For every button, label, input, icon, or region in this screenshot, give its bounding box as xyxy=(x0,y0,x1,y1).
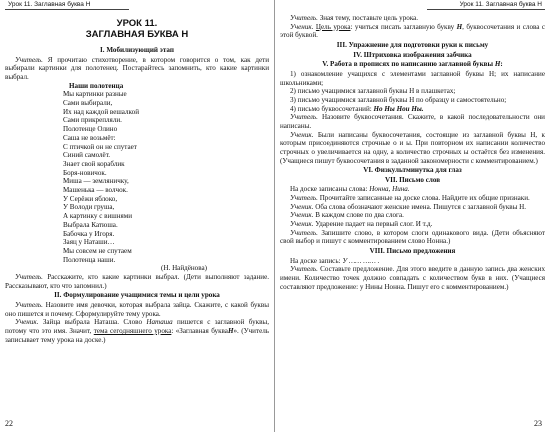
paragraph xyxy=(280,229,545,246)
speaker-label: Учитель. xyxy=(290,228,318,237)
speaker-label: Ученик. xyxy=(15,318,39,327)
speaker-label: Ученик. xyxy=(290,130,314,139)
lesson-number: УРОК 11. xyxy=(116,18,158,29)
paragraph-text: Я прочитаю стихотворение, в котором говорится о том, как дети выбирали картинки для полотенец. Постарайтесь запомнить, кто какие картинки выбрал. xyxy=(5,55,269,81)
paragraph xyxy=(5,301,269,318)
speaker-label: Учитель. xyxy=(290,265,318,274)
heading-text: V. Работа в прописях по написанию заглавной буквы xyxy=(322,60,494,69)
paragraph-text: 4) письмо буквосочетаний: xyxy=(290,104,372,113)
paragraph xyxy=(280,14,545,23)
poem-line: Сами прикрепляли. xyxy=(63,116,122,125)
running-header: Урок 11. Заглавная буква Н xyxy=(427,0,545,10)
paragraph-text: Запишите слово, в котором слоги одинакового вида. (Дети объясняют свой выбор и пишут с комментированием слово Нонна.) xyxy=(280,228,545,246)
paragraph-text: Зайца выбрала Наташа. Слово xyxy=(42,318,142,327)
heading-text: : xyxy=(500,60,503,69)
letter-glyph: Н xyxy=(227,326,234,335)
paragraph-text: На доске запись: xyxy=(290,256,341,265)
poem-line: Выбрала Катюша. xyxy=(63,220,118,229)
list-item: 2) письмо учащимися заглавной буквы Н в плашкетах; xyxy=(290,87,456,96)
speaker-label: Учитель. xyxy=(290,113,318,122)
underlined-phrase: Цель урока xyxy=(315,22,351,31)
paragraph-text: : «Заглавная буква xyxy=(171,326,228,335)
right-page-body xyxy=(280,14,545,291)
section-heading: III. Упражнение для подготовки руки к письму xyxy=(336,40,489,49)
poem-line: Синий самолёт. xyxy=(63,151,111,160)
paragraph-text: Составьте предложение. Для этого введите в данную запись два женских имени. Количество точек должно совпадать с количеством букв в них. (Учащиеся составляют предложение: у Нины Нонна. Пишут его с комментированием.) xyxy=(280,265,545,291)
page-number: 23 xyxy=(534,419,542,428)
list-item: 1) ознакомление учащихся с элементами заглавной буквы Н; их написание школьниками; xyxy=(280,69,545,87)
poem-line: А картинку с вишнями xyxy=(63,212,133,221)
section-heading: IV. Штриховка изображения забчика xyxy=(353,50,472,59)
emphasized-word: Наташа xyxy=(146,318,173,327)
poem-line: Полотенца наши. xyxy=(63,255,116,264)
section-heading: II. Формулирование учащимися темы и цели урока xyxy=(54,291,220,300)
section-heading: VII. Письмо слов xyxy=(384,175,441,184)
letter-glyph: Н xyxy=(456,22,463,31)
poem-line: Бабочка у Игоря. xyxy=(63,229,115,238)
poem-line: Сами выбирали, xyxy=(63,99,113,108)
paragraph-text: На доске записаны слова: xyxy=(290,185,368,194)
paragraph-text: ». (Учитель записывает тему урока на доске.) xyxy=(5,326,269,344)
paragraph-text: Прочитайте записанные на доске слова. Найдите их общие признаки. xyxy=(319,194,530,203)
lesson-title xyxy=(5,18,269,40)
left-page-body xyxy=(5,18,269,344)
poem-author: (Н. Найдёнова) xyxy=(161,264,207,273)
paragraph xyxy=(280,23,545,40)
list-item: 3) письмо учащимися заглавной буквы Н по образцу и самостоятельно; xyxy=(290,95,507,104)
board-sentence: У …… …… . xyxy=(342,256,380,265)
poem-line: У Серёжи яблоко, xyxy=(63,194,118,203)
paragraph-text: , буквосочетания и слова с этой буквой. xyxy=(280,22,545,40)
section-heading: I. Мобилизующий этап xyxy=(100,46,174,54)
section-heading xyxy=(280,60,545,69)
paragraph-text: Оба слова обозначают женские имена. Пишутся с заглавной буквы Н. xyxy=(315,202,527,211)
paragraph-text: : учиться писать заглавную букву xyxy=(350,22,455,31)
speaker-label: Учитель. xyxy=(290,194,318,203)
poem-line: Их над каждой вешалкой xyxy=(63,107,139,116)
paragraph xyxy=(5,273,269,290)
paragraph xyxy=(280,257,545,266)
paragraph-text: Были написаны буквосочетания, состоящие из заглавной буквы Н, к которым присоединяются строчные о и ы. При повторном их написании количество строчных о увеличивается на одну, а количество строчных ы остаётся без изменения. (Учащиеся пишут буквосочетания в заданной закономерности с комментированием.) xyxy=(280,130,545,165)
speaker-label: Учитель. xyxy=(15,55,43,64)
poem-title: Наши полотенца xyxy=(69,81,124,90)
paragraph xyxy=(280,265,545,291)
speaker-label: Ученик. xyxy=(290,202,314,211)
paragraph-text: пишется с заглавной буквы, потому что это имя. Значит, xyxy=(5,318,269,335)
paragraph-text: Расскажите, кто какие картинки выбрал. (Дети выполняют задание. Рассказывают, кто что запомнил.) xyxy=(5,273,269,290)
section-heading: VI. Физкультминутка для глаз xyxy=(363,166,462,175)
paragraph xyxy=(5,56,269,82)
paragraph xyxy=(280,194,545,203)
lesson-topic: ЗАГЛАВНАЯ БУКВА Н xyxy=(85,29,189,40)
poem-line: С птичкой он не спутает xyxy=(63,142,137,151)
page-number: 22 xyxy=(5,419,13,428)
poem-line: Полотенце Олино xyxy=(63,125,118,134)
poem-line: Знает свой кораблик xyxy=(63,159,125,168)
speaker-label: Ученик. xyxy=(290,211,314,220)
poem-line: Мы картинки разные xyxy=(63,90,127,99)
letter-combinations: Но Ны Нои Ны. xyxy=(373,104,424,113)
running-header: Урок 11. Заглавная буква Н xyxy=(5,0,129,10)
speaker-label: Ученик. xyxy=(290,220,314,229)
section-heading: VIII. Письмо предложения xyxy=(369,247,456,256)
poem xyxy=(63,82,269,265)
poem-line: Мы совсем не спутаем xyxy=(63,246,132,255)
poem-line: Машенька — волчок. xyxy=(63,186,128,195)
paragraph xyxy=(280,211,545,220)
paragraph xyxy=(280,203,545,212)
paragraph-text: Зная тему, поставьте цель урока. xyxy=(319,14,419,22)
speaker-label: Ученик. xyxy=(290,22,314,31)
poem-line: Боря-новичок. xyxy=(63,168,107,177)
speaker-label: Учитель. xyxy=(15,273,43,282)
paragraph xyxy=(5,318,269,344)
list-item xyxy=(280,105,545,114)
paragraph-text: Назовите буквосочетания. Скажите, в какой последовательности они написаны. xyxy=(280,113,545,130)
poem-line: Миша — земляничку, xyxy=(63,177,129,186)
paragraph xyxy=(280,113,545,130)
speaker-label: Учитель. xyxy=(290,14,318,22)
poem-line: Саша не возьмёт: xyxy=(63,133,116,142)
paragraph xyxy=(280,185,545,194)
poem-line: У Володи груша, xyxy=(63,203,115,212)
board-words: Нонна, Нина. xyxy=(369,185,410,194)
speaker-label: Учитель. xyxy=(15,301,43,310)
paragraph-text: Назовите имя девочки, которая выбрала зайца. Скажите, с какой буквы оно пишется и почему. Сформулируйте тему урока. xyxy=(5,301,269,318)
paragraph xyxy=(280,220,545,229)
letter-glyph: Н xyxy=(494,60,501,69)
right-page xyxy=(275,0,550,432)
paragraph-text: В каждом слове по два слога. xyxy=(315,211,404,220)
paragraph-text: Ударение падает на первый слог. И т.д. xyxy=(315,220,433,229)
paragraph xyxy=(280,131,545,166)
poem-line: Заяц у Наташи… xyxy=(63,238,115,247)
underlined-phrase: тема сегодняшнего урока xyxy=(93,326,172,335)
